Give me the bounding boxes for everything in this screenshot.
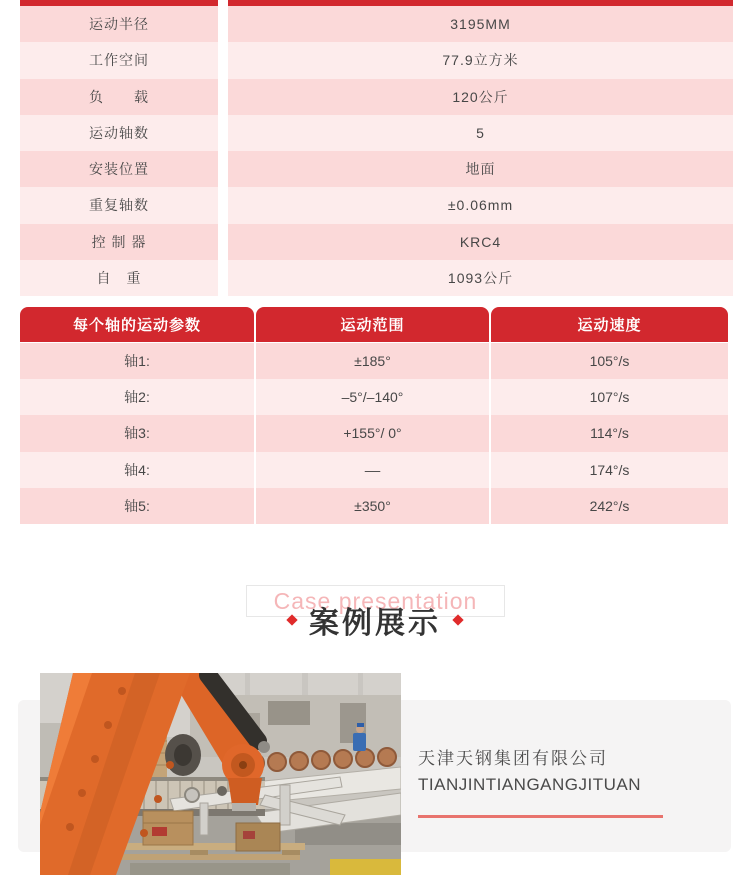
spec-value: ±0.06mm (228, 187, 733, 223)
spec-label: 自 重 (20, 260, 218, 296)
spec-label: 工作空间 (20, 42, 218, 78)
axis-name-cell: 轴4: (20, 452, 254, 488)
case-info (418, 746, 663, 818)
diamond-icon (286, 614, 297, 625)
spec-table-value-column (228, 0, 733, 296)
diamond-icon (452, 614, 463, 625)
axis-header-cell: 运动速度 (491, 307, 728, 342)
axis-speed-cell: 107°/s (491, 379, 728, 415)
spec-label-cells (20, 6, 218, 296)
axis-header-cell: 运动范围 (256, 307, 489, 342)
spec-value: 5 (228, 115, 733, 151)
spec-value: 3195MM (228, 6, 733, 42)
spec-label: 安装位置 (20, 151, 218, 187)
section-subtitle-en: Case presentation (273, 587, 478, 614)
axis-speed-cell: 114°/s (491, 415, 728, 451)
section-title-zh: 案例展示 (309, 607, 441, 640)
case-photo[interactable] (40, 673, 401, 875)
axis-speed-cell: 242°/s (491, 488, 728, 524)
factory-robot-photo (40, 673, 401, 875)
axis-speed-cell: 105°/s (491, 343, 728, 379)
spec-label: 运动轴数 (20, 115, 218, 151)
spec-value: 地面 (228, 151, 733, 187)
spec-value: 120公斤 (228, 79, 733, 115)
axis-table (20, 307, 728, 524)
spec-value: KRC4 (228, 224, 733, 260)
spec-table (20, 0, 733, 296)
company-name-en: TIANJINTIANGANGJITUAN (418, 775, 642, 794)
axis-header-cell: 每个轴的运动参数 (20, 307, 254, 342)
axis-name-cell: 轴3: (20, 415, 254, 451)
axis-row (20, 488, 728, 524)
axis-range-cell: –5°/–140° (256, 379, 489, 415)
axis-table-body (20, 343, 728, 524)
spec-value-cells (228, 6, 733, 296)
axis-table-header (20, 307, 728, 342)
axis-range-cell: ±185° (256, 343, 489, 379)
axis-range-cell: –– (256, 452, 489, 488)
axis-name-cell: 轴2: (20, 379, 254, 415)
axis-row (20, 379, 728, 415)
spec-table-label-column (20, 0, 218, 296)
axis-range-cell: ±350° (256, 488, 489, 524)
spec-label: 控 制 器 (20, 224, 218, 260)
spec-value: 77.9立方米 (228, 42, 733, 78)
section-title-row (0, 598, 750, 642)
axis-name-cell: 轴5: (20, 488, 254, 524)
axis-name-cell: 轴1: (20, 343, 254, 379)
axis-speed-cell: 174°/s (491, 452, 728, 488)
spec-label: 运动半径 (20, 6, 218, 42)
company-name-zh: 天津天钢集团有限公司 (418, 749, 608, 768)
spec-label: 重复轴数 (20, 187, 218, 223)
axis-range-cell: +155°/ 0° (256, 415, 489, 451)
spec-label: 负 载 (20, 79, 218, 115)
axis-row (20, 415, 728, 451)
spec-value: 1093公斤 (228, 260, 733, 296)
company-underline (418, 815, 663, 818)
axis-row (20, 452, 728, 488)
section-header-case (0, 580, 750, 640)
axis-row (20, 343, 728, 379)
